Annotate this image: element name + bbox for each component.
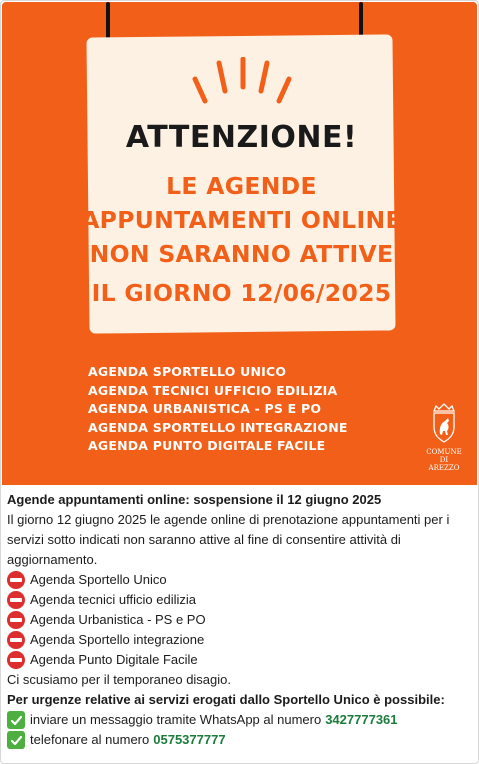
whatsapp-number-link[interactable]: 3427777361	[325, 712, 398, 727]
poster-agenda-item: AGENDA SPORTELLO UNICO	[88, 364, 287, 379]
agenda-list-item	[7, 630, 475, 650]
contact-text: inviare un messaggio tramite WhatsApp al numero	[30, 712, 322, 727]
contact-row-whatsapp	[7, 710, 475, 730]
poster-headline-line: LE AGENDE	[166, 172, 317, 200]
agenda-item-label: Agenda tecnici ufficio edilizia	[30, 592, 196, 607]
phone-number-link[interactable]: 0575377777	[153, 732, 226, 747]
logo-caption-line: AREZZO	[428, 464, 460, 472]
poster-headline-line: IL GIORNO 12/06/2025	[91, 279, 392, 307]
poster-headline-line: APPUNTAMENTI ONLINE	[81, 206, 402, 234]
check-mark-icon	[7, 711, 25, 729]
logo-caption-line: DI	[439, 456, 449, 464]
agenda-item-label: Agenda Urbanistica - PS e PO	[30, 612, 206, 627]
agenda-list-item	[7, 650, 475, 670]
agenda-item-label: Agenda Sportello integrazione	[30, 632, 205, 647]
comune-di-arezzo-logo	[422, 401, 466, 475]
poster-agenda-item: AGENDA PUNTO DIGITALE FACILE	[88, 438, 326, 453]
no-entry-icon	[7, 611, 25, 629]
coat-of-arms-icon	[431, 401, 457, 445]
logo-caption	[422, 448, 466, 472]
check-mark-icon	[7, 731, 25, 749]
post-intro: Il giorno 12 giugno 2025 le agende online di prenotazione appuntamenti per i servizi sotto indicati non saranno attive al fine di consentire attività di aggiornamento.	[7, 512, 450, 567]
urgent-notice: Per urgenze relative ai servizi erogati dallo Sportello Unico è possibile:	[7, 692, 445, 707]
apology-text: Ci scusiamo per il temporaneo disagio.	[7, 672, 231, 687]
no-entry-icon	[7, 631, 25, 649]
contact-row-phone	[7, 730, 475, 750]
no-entry-icon	[7, 651, 25, 669]
no-entry-icon	[7, 571, 25, 589]
poster-agenda-item: AGENDA TECNICI UFFICIO EDILIZIA	[88, 382, 338, 398]
poster-agenda-list	[88, 363, 348, 456]
post-title: Agende appuntamenti online: sospensione il 12 giugno 2025	[7, 492, 382, 507]
agenda-item-label: Agenda Sportello Unico	[30, 572, 167, 587]
no-entry-icon	[7, 591, 25, 609]
logo-caption-line: COMUNE	[426, 448, 462, 456]
attention-rays-icon	[187, 57, 297, 107]
contact-text: telefonare al numero	[30, 732, 150, 747]
agenda-item-label: Agenda Punto Digitale Facile	[30, 652, 198, 667]
poster-agenda-item: AGENDA SPORTELLO INTEGRAZIONE	[88, 419, 348, 435]
poster-headline-line: NON SARANNO ATTIVE	[89, 240, 394, 268]
attention-heading: ATTENZIONE!	[125, 120, 358, 155]
post-body	[7, 490, 475, 750]
agenda-list-item	[7, 590, 475, 610]
poster-agenda-item: AGENDA URBANISTICA - PS E PO	[88, 401, 322, 416]
agenda-list-item	[7, 570, 475, 590]
agenda-list-item	[7, 610, 475, 630]
notice-poster-image[interactable]	[2, 2, 477, 485]
